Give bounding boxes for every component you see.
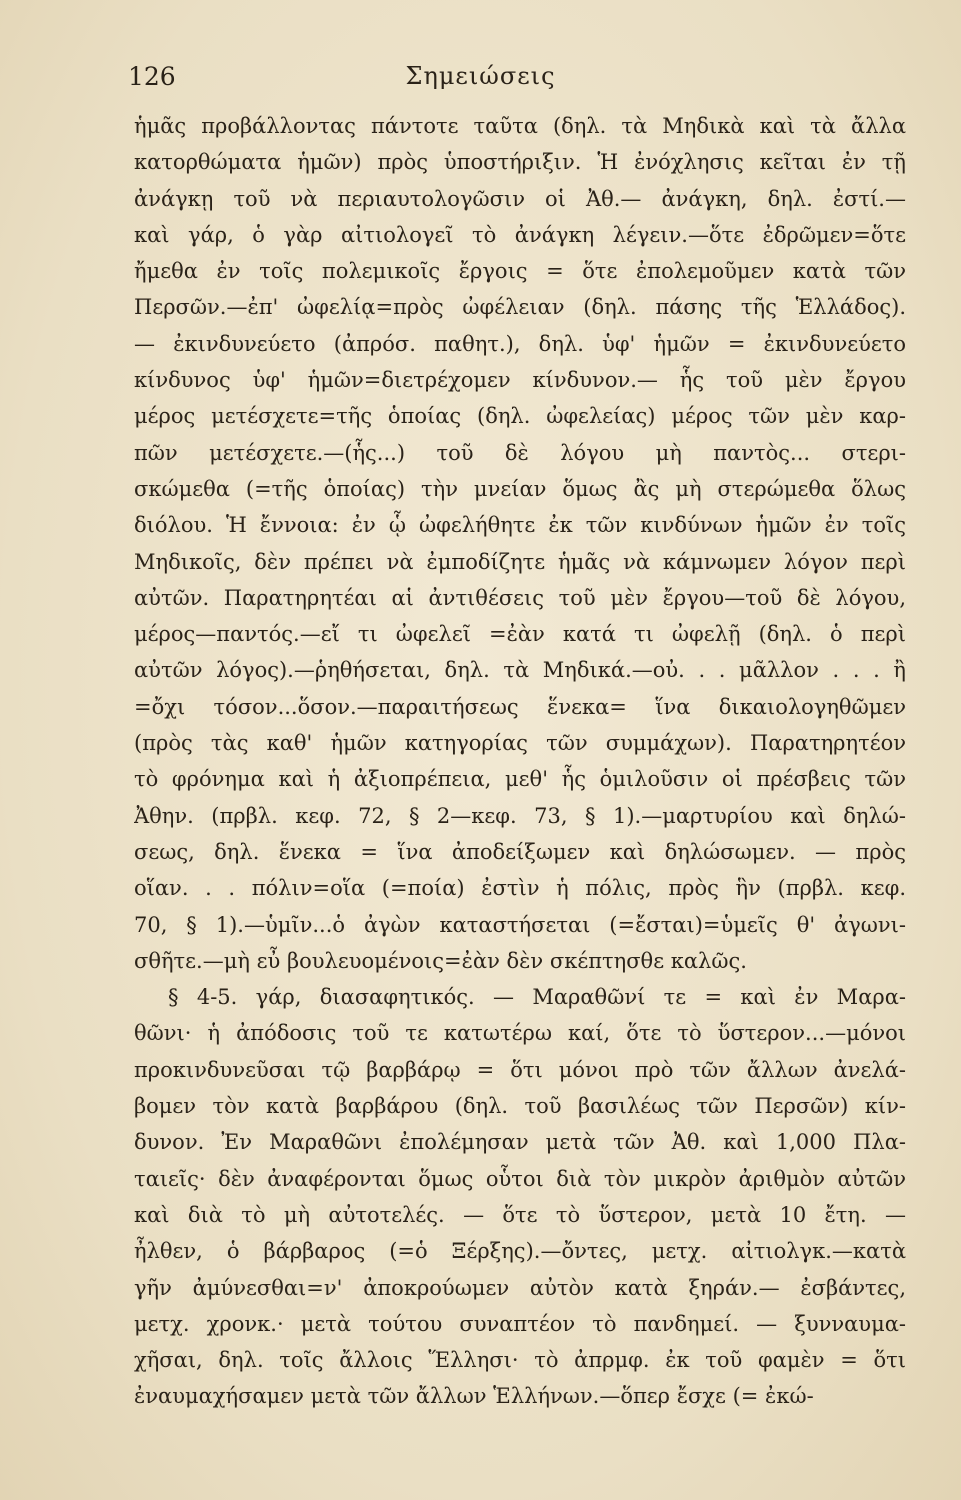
text-line: κατορθώματα ἡμῶν) πρὸς ὑποστήριξιν. Ἡ ἐνόχλησις κεῖται ἐν τῇ <box>134 150 906 175</box>
text-line: αὐτῶν. Παρατηρητέαι αἱ ἀντιθέσεις τοῦ μὲν ἔργου—τοῦ δὲ λόγου, <box>134 585 906 610</box>
text-line: ἦλθεν, ὁ βάρβαρος (=ὁ Ξέρξης).—ὄντες, μετχ. αἰτιολγκ.—κατὰ <box>134 1239 906 1264</box>
page-header <box>0 62 961 98</box>
text-line: σκώμεθα (=τῆς ὁποίας) τὴν μνείαν ὅμως ἂς μὴ στερώμεθα ὅλως <box>134 476 906 501</box>
text-line: πῶν μετέσχετε.—(ἧς...) τοῦ δὲ λόγου μὴ παντὸς... στερι- <box>134 440 906 465</box>
text-line: διόλου. Ἡ ἔννοια: ἐν ᾧ ὠφελήθητε ἐκ τῶν κινδύνων ἡμῶν ἐν τοῖς <box>134 513 906 538</box>
text-line: § 4-5. γάρ, διασαφητικός. — Μαραθῶνί τε = καὶ ἐν Μαρα- <box>168 985 906 1010</box>
text-line: δυνον. Ἐν Μαραθῶνι ἐπολέμησαν μετὰ τῶν Ἀθ. καὶ 1,000 Πλα- <box>134 1130 906 1155</box>
text-line: αὐτῶν λόγος).—ῥηθήσεται, δηλ. τὰ Μηδικά.—οὐ. . . μᾶλλον . . . ἢ <box>134 658 906 683</box>
text-line: μετχ. χρονκ.· μετὰ τούτου συναπτέον τὸ πανδημεί. — ξυνναυμα- <box>134 1311 906 1336</box>
text-line: καὶ διὰ τὸ μὴ αὐτοτελές. — ὅτε τὸ ὕστερον, μετὰ 10 ἔτη. — <box>134 1202 906 1227</box>
text-line: προκινδυνεῦσαι τῷ βαρβάρῳ = ὅτι μόνοι πρὸ τῶν ἄλλων ἀνελά- <box>134 1057 906 1082</box>
commentary-text <box>134 108 906 1415</box>
text-line: — ἐκινδυνεύετο (ἀπρόσ. παθητ.), δηλ. ὑφ' ἡμῶν = ἐκινδυνεύετο <box>134 331 906 356</box>
text-line: =ὄχι τόσον...ὅσον.—παραιτήσεως ἕνεκα= ἵνα δικαιολογηθῶμεν <box>134 694 906 719</box>
text-line: ἤμεθα ἐν τοῖς πολεμικοῖς ἔργοις = ὅτε ἐπολεμοῦμεν κατὰ τῶν <box>134 259 906 284</box>
text-line: θῶνι· ἡ ἀπόδοσις τοῦ τε κατωτέρω καί, ὅτε τὸ ὕστερον...—μόνοι <box>134 1021 906 1046</box>
text-line: γῆν ἀμύνεσθαι=ν' ἀποκρούωμεν αὐτὸν κατὰ ξηράν.— ἐσβάντες, <box>134 1275 906 1300</box>
text-line: μέρος μετέσχετε=τῆς ὁποίας (δηλ. ὠφελείας) μέρος τῶν μὲν καρ- <box>134 404 906 429</box>
text-line: τὸ φρόνημα καὶ ἡ ἀξιοπρέπεια, μεθ' ἧς ὁμιλοῦσιν οἱ πρέσβεις τῶν <box>134 767 906 792</box>
text-line: 70, § 1).—ὑμῖν...ὁ ἀγὼν καταστήσεται (=ἔσται)=ὑμεῖς θ' ἀγωνι- <box>134 912 906 937</box>
text-line: Ἀθην. (πρβλ. κεφ. 72, § 2—κεφ. 73, § 1).—μαρτυρίου καὶ δηλώ- <box>134 803 906 828</box>
text-line: ἡμᾶς προβάλλοντας πάντοτε ταῦτα (δηλ. τὰ Μηδικὰ καὶ τὰ ἄλλα <box>134 114 906 138</box>
text-line: μέρος—παντός.—εἴ τι ὠφελεῖ =ἐὰν κατά τι ὠφελῇ (δηλ. ὁ περὶ <box>134 622 906 647</box>
running-title: Σημειώσεις <box>405 62 556 90</box>
text-line: ταιεῖς· δὲν ἀναφέρονται ὅμως οὗτοι διὰ τὸν μικρὸν ἀριθμὸν αὐτῶν <box>134 1166 906 1191</box>
text-line: ἀνάγκῃ τοῦ νὰ περιαυτολογῶσιν οἱ Ἀθ.— ἀνάγκη, δηλ. ἐστί.— <box>134 186 906 211</box>
text-line: καὶ γάρ, ὁ γὰρ αἰτιολογεῖ τὸ ἀνάγκη λέγειν.—ὅτε ἐδρῶμεν=ὅτε <box>134 222 906 247</box>
text-line: ἐναυμαχήσαμεν μετὰ τῶν ἄλλων Ἑλλήνων.—ὅπερ ἔσχε (= ἐκώ- <box>134 1384 814 1409</box>
text-line: βομεν τὸν κατὰ βαρβάρου (δηλ. τοῦ βασιλέως τῶν Περσῶν) κίν- <box>134 1094 906 1119</box>
text-line: χῆσαι, δηλ. τοῖς ἄλλοις Ἕλλησι· τὸ ἀπρμφ. ἐκ τοῦ φαμὲν = ὅτι <box>134 1348 906 1373</box>
page-number: 126 <box>128 62 176 91</box>
text-line: (πρὸς τὰς καθ' ἡμῶν κατηγορίας τῶν συμμάχων). Παρατηρητέον <box>134 731 906 756</box>
text-line: οἵαν. . . πόλιν=οἵα (=ποία) ἐστὶν ἡ πόλις, πρὸς ἣν (πρβλ. κεφ. <box>134 876 906 901</box>
text-line: σεως, δηλ. ἕνεκα = ἵνα ἀποδείξωμεν καὶ δηλώσωμεν. — πρὸς <box>134 839 906 864</box>
text-line: σθῆτε.—μὴ εὖ βουλευομένοις=ἐὰν δὲν σκέπτησθε καλῶς. <box>134 948 747 973</box>
text-line: Μηδικοῖς, δὲν πρέπει νὰ ἐμποδίζητε ἡμᾶς νὰ κάμνωμεν λόγον περὶ <box>134 549 906 574</box>
text-line: κίνδυνος ὑφ' ἡμῶν=διετρέχομεν κίνδυνον.— ἧς τοῦ μὲν ἔργου <box>134 368 906 393</box>
text-line: Περσῶν.—ἐπ' ὠφελίᾳ=πρὸς ὠφέλειαν (δηλ. πάσης τῆς Ἑλλάδος). <box>134 295 906 320</box>
